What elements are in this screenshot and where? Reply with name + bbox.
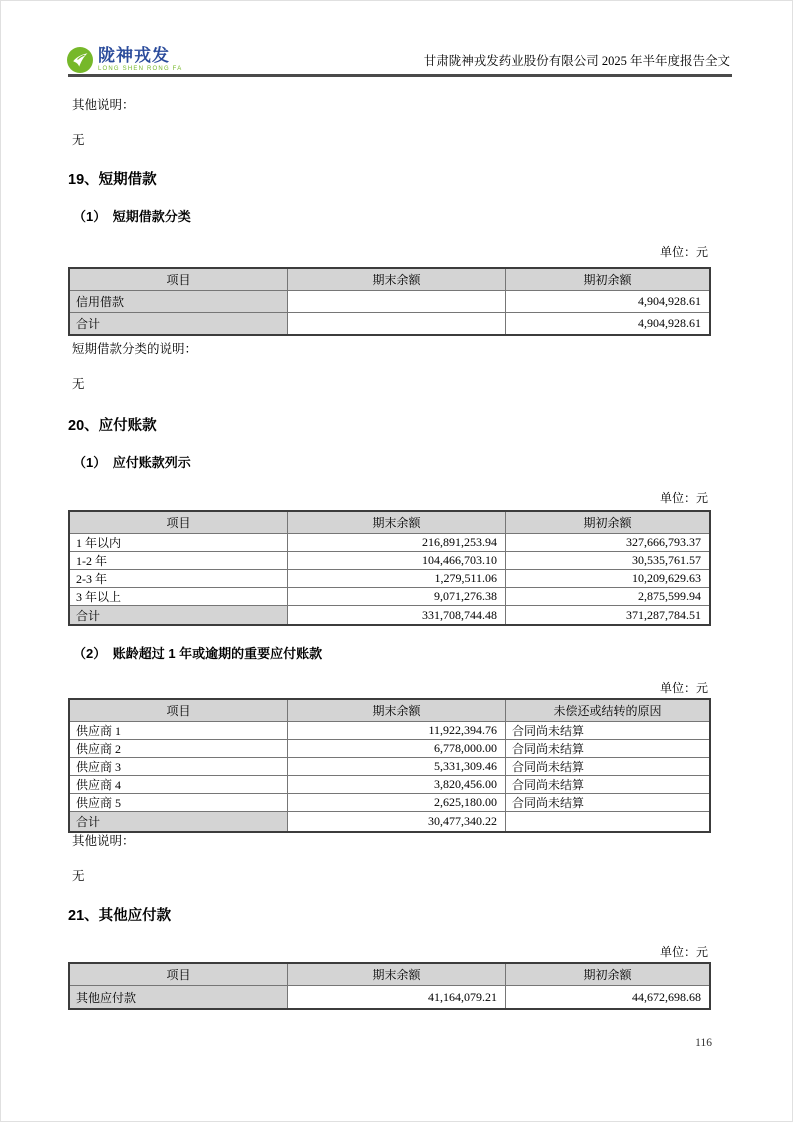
- column-header: 期末余额: [288, 511, 506, 534]
- table-cell: 3,820,456.00: [288, 776, 506, 794]
- unit-label-4: 单位：元: [659, 945, 708, 959]
- table-header-row: [69, 268, 710, 291]
- table-row: [69, 313, 710, 336]
- column-header: 项目: [69, 699, 288, 722]
- other-note-value-1: 无: [72, 133, 85, 147]
- section-20-sub-2-heading: （2） 账龄超过 1 年或逾期的重要应付账款: [73, 646, 323, 661]
- table-row: [69, 606, 710, 626]
- table-header-row: [69, 963, 710, 986]
- table-cell: 5,331,309.46: [288, 758, 506, 776]
- column-header: 项目: [69, 963, 288, 986]
- table-cell: 合计: [69, 313, 288, 336]
- short-term-note-value: 无: [72, 377, 85, 391]
- section-20-sub-1-heading: （1） 应付账款列示: [73, 455, 191, 470]
- section-21-heading: 21、其他应付款: [68, 908, 172, 924]
- table-cell: 信用借款: [69, 291, 288, 313]
- column-header: 期末余额: [288, 963, 506, 986]
- table-cell: 合计: [69, 812, 288, 833]
- table-cell: 合同尚未结算: [506, 722, 711, 740]
- brand-name-cn: 陇神戎发: [98, 46, 170, 65]
- table-cell: 30,535,761.57: [506, 552, 711, 570]
- table-cell: 合同尚未结算: [506, 740, 711, 758]
- table-cell: 4,904,928.61: [506, 313, 711, 336]
- table-cell: 供应商 5: [69, 794, 288, 812]
- table-cell: [288, 291, 506, 313]
- table-cell: 2,875,599.94: [506, 588, 711, 606]
- table-cell: 41,164,079.21: [288, 986, 506, 1010]
- short-term-loans-table: [68, 267, 711, 336]
- column-header: 期末余额: [288, 699, 506, 722]
- header-rule: [68, 74, 732, 77]
- table-row: [69, 812, 710, 833]
- table-cell: 合同尚未结算: [506, 776, 711, 794]
- table-cell: 供应商 2: [69, 740, 288, 758]
- accounts-payable-aging-table: [68, 510, 711, 626]
- table-cell: 11,922,394.76: [288, 722, 506, 740]
- other-payables-table: [68, 962, 711, 1010]
- table-cell: 2,625,180.00: [288, 794, 506, 812]
- table-cell: 331,708,744.48: [288, 606, 506, 626]
- table-cell: 供应商 4: [69, 776, 288, 794]
- page-number: 116: [695, 1037, 712, 1049]
- column-header: 项目: [69, 511, 288, 534]
- table-cell: 供应商 3: [69, 758, 288, 776]
- table-row: [69, 794, 710, 812]
- table-row: [69, 986, 710, 1010]
- table-cell: 9,071,276.38: [288, 588, 506, 606]
- column-header: 期末余额: [288, 268, 506, 291]
- table-row: [69, 758, 710, 776]
- company-logo: [67, 47, 182, 73]
- other-note-label-2: 其他说明：: [72, 834, 135, 848]
- table-cell: 3 年以上: [69, 588, 288, 606]
- table-cell: 44,672,698.68: [506, 986, 711, 1010]
- table-cell: 4,904,928.61: [506, 291, 711, 313]
- column-header: 未偿还或结转的原因: [506, 699, 711, 722]
- table-cell: 216,891,253.94: [288, 534, 506, 552]
- other-note-label-1: 其他说明：: [72, 98, 135, 112]
- logo-bird-icon: [67, 47, 93, 73]
- column-header: 期初余额: [506, 268, 711, 291]
- other-note-value-2: 无: [72, 869, 85, 883]
- document-title: 甘肃陇神戎发药业股份有限公司 2025 年半年度报告全文: [423, 54, 730, 68]
- table-row: [69, 588, 710, 606]
- table-row: [69, 740, 710, 758]
- table-row: [69, 722, 710, 740]
- column-header: 项目: [69, 268, 288, 291]
- table-cell: 合同尚未结算: [506, 794, 711, 812]
- table-header-row: [69, 511, 710, 534]
- table-cell: 1,279,511.06: [288, 570, 506, 588]
- section-20-heading: 20、应付账款: [68, 418, 157, 434]
- table-cell: 2-3 年: [69, 570, 288, 588]
- section-19-sub-1-heading: （1） 短期借款分类: [73, 209, 191, 224]
- table-cell: 1 年以内: [69, 534, 288, 552]
- table-header-row: [69, 699, 710, 722]
- table-cell: 供应商 1: [69, 722, 288, 740]
- table-cell: 6,778,000.00: [288, 740, 506, 758]
- unit-label-2: 单位：元: [659, 491, 708, 505]
- table-cell: 10,209,629.63: [506, 570, 711, 588]
- table-cell: 合同尚未结算: [506, 758, 711, 776]
- table-row: [69, 570, 710, 588]
- section-19-heading: 19、短期借款: [68, 172, 157, 188]
- column-header: 期初余额: [506, 511, 711, 534]
- brand-name-en: LONG SHEN RONG FA: [98, 66, 183, 72]
- table-row: [69, 552, 710, 570]
- table-row: [69, 291, 710, 313]
- overdue-important-payables-table: [68, 698, 711, 833]
- unit-label-3: 单位：元: [659, 681, 708, 695]
- table-cell: 合计: [69, 606, 288, 626]
- column-header: 期初余额: [506, 963, 711, 986]
- table-cell: 其他应付款: [69, 986, 288, 1010]
- table-row: [69, 534, 710, 552]
- table-cell: [506, 812, 711, 833]
- table-cell: 1-2 年: [69, 552, 288, 570]
- table-cell: 104,466,703.10: [288, 552, 506, 570]
- table-cell: 327,666,793.37: [506, 534, 711, 552]
- table-cell: 30,477,340.22: [288, 812, 506, 833]
- short-term-note-label: 短期借款分类的说明：: [72, 342, 198, 356]
- table-cell: 371,287,784.51: [506, 606, 711, 626]
- unit-label-1: 单位：元: [659, 245, 708, 259]
- table-cell: [288, 313, 506, 336]
- table-row: [69, 776, 710, 794]
